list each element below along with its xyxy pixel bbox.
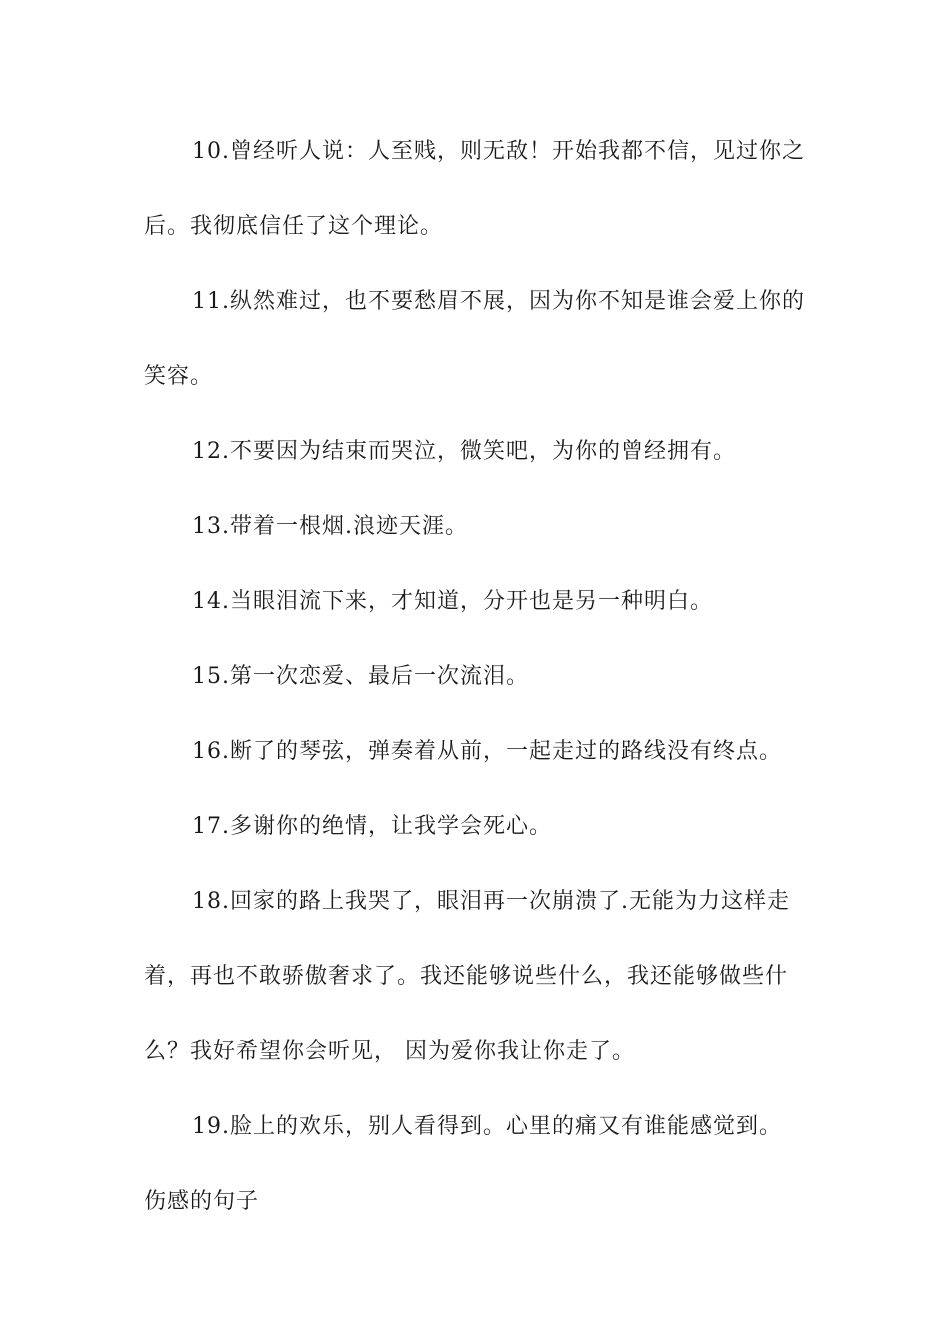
paragraph-13: 13.带着一根烟.浪迹天涯。: [192, 514, 468, 539]
paragraph-15: 15.第一次恋爱、最后一次流泪。: [192, 664, 529, 689]
paragraph-16: 16.断了的琴弦，弹奏着从前，一起走过的路线没有终点。: [192, 739, 782, 764]
paragraph-11: 11.纵然难过，也不要愁眉不展，因为你不知是谁会爱上你的笑容。: [144, 289, 805, 389]
paragraph-12: 12.不要因为结束而哭泣，微笑吧，为你的曾经拥有。: [192, 439, 736, 464]
paragraph-10: 10.曾经听人说：人至贱，则无敌！开始我都不信，见过你之后。我彻底信任了这个理论。: [144, 139, 805, 239]
paragraph-19: 19.脸上的欢乐，别人看得到。心里的痛又有谁能感觉到。: [192, 1114, 782, 1139]
footer-text: 伤感的句子: [144, 1189, 260, 1214]
paragraph-14: 14.当眼泪流下来，才知道，分开也是另一种明白。: [192, 589, 713, 614]
paragraph-17: 17.多谢你的绝情，让我学会死心。: [192, 814, 552, 839]
paragraph-18: 18.回家的路上我哭了，眼泪再一次崩溃了.无能为力这样走着，再也不敢骄傲奢求了。我还能够说些什么，我还能够做些什么？我好希望你会听见， 因为爱你我让你走了。: [144, 889, 790, 1064]
